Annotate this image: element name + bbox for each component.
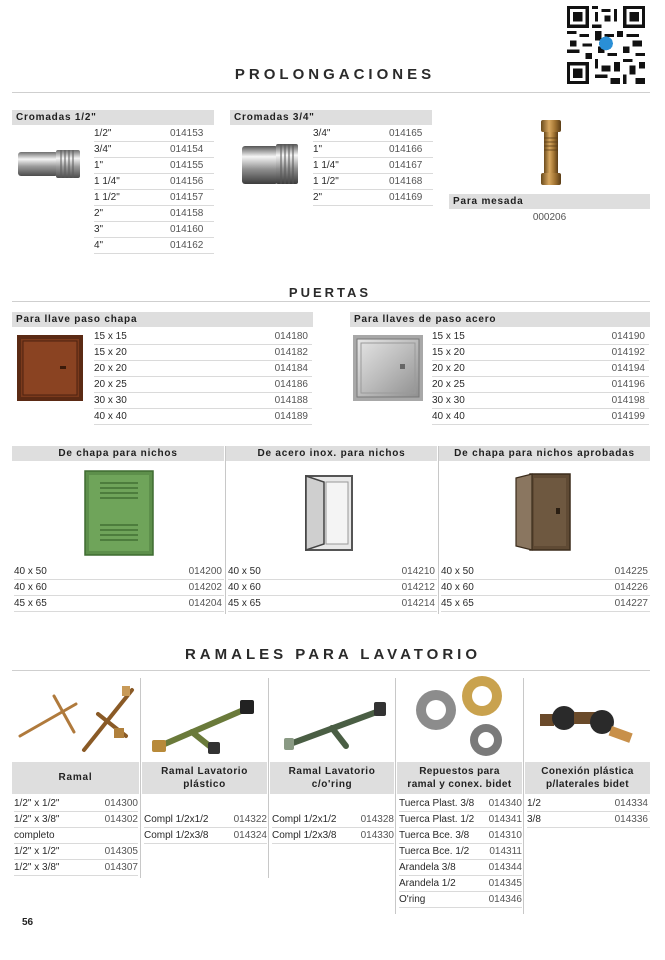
ramal-header-label: Ramal bbox=[58, 772, 93, 783]
ramales-divider bbox=[395, 678, 396, 914]
table-row: 30 x 30 014198 bbox=[432, 393, 649, 409]
page-title: PROLONGACIONES bbox=[234, 66, 436, 83]
conexion-header-line2: p/laterales bidet bbox=[546, 779, 629, 790]
table-row: Arandela 1/2 014345 bbox=[399, 876, 522, 892]
mesada-code: 000206 bbox=[532, 212, 567, 223]
table-row: 15 x 15 014190 bbox=[432, 329, 649, 345]
acero-table bbox=[432, 329, 649, 425]
acero-header: Para llaves de paso acero bbox=[350, 312, 650, 327]
table-row: 40 x 50 014225 bbox=[441, 564, 650, 580]
nichos-aprobadas-header: De chapa para nichos aprobadas bbox=[439, 446, 650, 461]
plastico-header-line2: plástico bbox=[183, 779, 226, 790]
chapa-header: Para llave paso chapa bbox=[12, 312, 313, 327]
oring-table bbox=[272, 812, 394, 844]
table-row: 20 x 25 014196 bbox=[432, 377, 649, 393]
stainless-niche-door-image bbox=[300, 474, 358, 554]
chrome-extension-12-image bbox=[18, 146, 84, 182]
table-row: 40 x 60 014202 bbox=[14, 580, 224, 596]
plastico-table bbox=[144, 812, 267, 844]
table-row: O'ring 014346 bbox=[399, 892, 522, 908]
page-number: 56 bbox=[22, 917, 34, 928]
table-row: 3/8 014336 bbox=[527, 812, 650, 828]
table-row: 1/2" x 3/8" 014307 bbox=[14, 860, 138, 876]
table-row: Compl 1/2x1/2 014328 bbox=[272, 812, 394, 828]
repuestos-header-line1: Repuestos para bbox=[419, 766, 500, 777]
table-row: 15 x 15 014180 bbox=[94, 329, 312, 345]
nichos-chapa-header: De chapa para nichos bbox=[12, 446, 224, 461]
table-row: 3/4" 014165 bbox=[313, 126, 433, 142]
table-row: Tuerca Plast. 3/8 014340 bbox=[399, 796, 522, 812]
cromadas-12-table bbox=[94, 126, 214, 254]
nichos-divider bbox=[438, 446, 439, 614]
table-row: 20 x 20 014194 bbox=[432, 361, 649, 377]
plastico-header bbox=[142, 762, 267, 794]
table-row: Compl 1/2x1/2 014322 bbox=[144, 812, 267, 828]
steel-door-image bbox=[352, 334, 424, 402]
conexion-header-line1: Conexión plástica bbox=[541, 766, 634, 777]
table-row: 1/2" x 1/2" 014300 bbox=[14, 796, 138, 812]
table-row: Compl 1/2x3/8 014324 bbox=[144, 828, 267, 844]
ramales-divider bbox=[523, 678, 524, 914]
table-row: completo bbox=[14, 828, 138, 844]
title-rule bbox=[12, 92, 650, 93]
brown-door-image bbox=[16, 334, 84, 402]
table-row: 1" 014166 bbox=[313, 142, 433, 158]
green-niche-door-image bbox=[84, 470, 154, 556]
table-row: 2" 014169 bbox=[313, 190, 433, 206]
ramales-rule bbox=[12, 670, 650, 671]
table-row: 1 1/4" 014156 bbox=[94, 174, 214, 190]
brass-extension-image bbox=[536, 118, 566, 188]
mesada-header: Para mesada bbox=[449, 194, 650, 209]
table-row: 45 x 65 014214 bbox=[228, 596, 437, 612]
nichos-chapa-table bbox=[14, 564, 224, 612]
ramales-divider bbox=[268, 678, 269, 878]
table-row: Compl 1/2x3/8 014330 bbox=[272, 828, 394, 844]
puertas-rule bbox=[12, 301, 650, 302]
nichos-divider bbox=[225, 446, 226, 614]
oring-header bbox=[270, 762, 394, 794]
table-row: 30 x 30 014188 bbox=[94, 393, 312, 409]
table-row: 40 x 50 014200 bbox=[14, 564, 224, 580]
table-row: 1/2" 014153 bbox=[94, 126, 214, 142]
table-row: Tuerca Bce. 3/8 014310 bbox=[399, 828, 522, 844]
table-row: 45 x 65 014227 bbox=[441, 596, 650, 612]
ramales-title: RAMALES PARA LAVATORIO bbox=[184, 646, 482, 663]
plastico-header-line1: Ramal Lavatorio bbox=[161, 766, 248, 777]
table-row: 40 x 40 014189 bbox=[94, 409, 312, 425]
table-row: 40 x 60 014212 bbox=[228, 580, 437, 596]
nichos-aprobadas-table bbox=[441, 564, 650, 612]
qr-code bbox=[567, 6, 645, 84]
cromadas-12-header: Cromadas 1/2" bbox=[12, 110, 214, 125]
table-row: 2" 014158 bbox=[94, 206, 214, 222]
table-row: Arandela 3/8 014344 bbox=[399, 860, 522, 876]
table-row: 45 x 65 014204 bbox=[14, 596, 224, 612]
conexion-header bbox=[525, 762, 650, 794]
table-row: 3" 014160 bbox=[94, 222, 214, 238]
puertas-title: PUERTAS bbox=[288, 285, 372, 300]
table-row: 20 x 25 014186 bbox=[94, 377, 312, 393]
oring-header-line1: Ramal Lavatorio bbox=[288, 766, 376, 777]
cromadas-34-table bbox=[313, 126, 433, 206]
plastic-ramal-image bbox=[150, 694, 262, 758]
table-row: 4" 014162 bbox=[94, 238, 214, 254]
table-row: 1" 014155 bbox=[94, 158, 214, 174]
table-row: 1/2 014334 bbox=[527, 796, 650, 812]
repuestos-table bbox=[399, 796, 522, 908]
conexion-table bbox=[527, 796, 650, 828]
ramal-table bbox=[14, 796, 138, 876]
table-row: 1/2" x 1/2" 014305 bbox=[14, 844, 138, 860]
bidet-connection-image bbox=[538, 700, 638, 748]
table-row: 20 x 20 014184 bbox=[94, 361, 312, 377]
table-row: 15 x 20 014182 bbox=[94, 345, 312, 361]
chapa-table bbox=[94, 329, 312, 425]
table-row: 15 x 20 014192 bbox=[432, 345, 649, 361]
approved-niche-door-image bbox=[512, 472, 574, 554]
nichos-acero-table bbox=[228, 564, 437, 612]
table-row: 1/2" x 3/8" 014302 bbox=[14, 812, 138, 828]
oring-header-line2: c/o'ring bbox=[311, 779, 353, 790]
table-row: 3/4" 014154 bbox=[94, 142, 214, 158]
table-row: 40 x 60 014226 bbox=[441, 580, 650, 596]
table-row: Tuerca Bce. 1/2 014311 bbox=[399, 844, 522, 860]
ramales-divider bbox=[140, 678, 141, 878]
table-row: 1 1/4" 014167 bbox=[313, 158, 433, 174]
spare-parts-image bbox=[412, 676, 518, 760]
chrome-extension-34-image bbox=[240, 140, 300, 188]
table-row: Tuerca Plast. 1/2 014341 bbox=[399, 812, 522, 828]
table-row: 1 1/2" 014157 bbox=[94, 190, 214, 206]
cromadas-34-header: Cromadas 3/4" bbox=[230, 110, 432, 125]
brass-ramal-image bbox=[14, 684, 138, 756]
table-row: 40 x 50 014210 bbox=[228, 564, 437, 580]
ramal-header bbox=[12, 762, 139, 794]
repuestos-header-line2: ramal y conex. bidet bbox=[407, 779, 512, 790]
repuestos-header bbox=[397, 762, 522, 794]
table-row: 1 1/2" 014168 bbox=[313, 174, 433, 190]
nichos-acero-header: De acero inox. para nichos bbox=[226, 446, 437, 461]
table-row: 40 x 40 014199 bbox=[432, 409, 649, 425]
oring-ramal-image bbox=[282, 698, 390, 754]
